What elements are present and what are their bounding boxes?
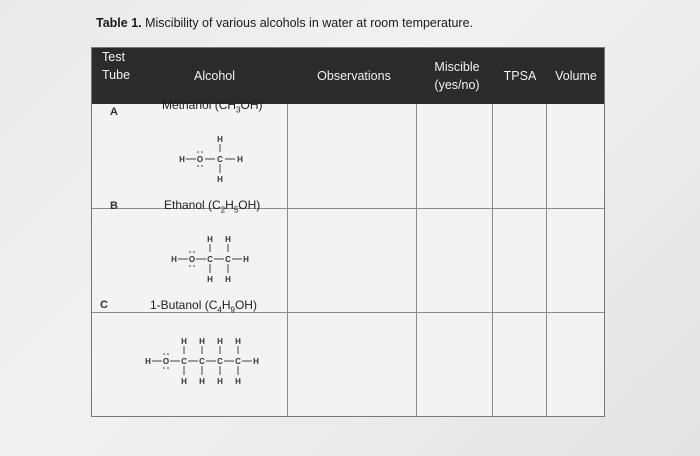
alcohol-name-butanol: 1-Butanol $(C_4H_9OH)$ [150, 298, 257, 315]
atom-h: H [179, 155, 185, 164]
atom-h: H [243, 255, 249, 264]
header-alcohol: Alcohol [194, 69, 235, 83]
alcohol-name-methanol: Methanol $(CH_3OH)$ [162, 98, 263, 115]
alcohol-name-ethanol: Ethanol $(C_2H_5OH)$ [164, 198, 261, 215]
atom-h: H [225, 275, 231, 284]
atom-h: H [199, 377, 205, 386]
caption-text: Miscibility of various alcohols in water at room temperature. [145, 16, 474, 30]
atom-c: C [199, 357, 205, 366]
column-divider [546, 104, 547, 416]
header-miscible [421, 48, 493, 104]
atom-h: H [199, 337, 205, 346]
atom-h: H [235, 377, 241, 386]
table-caption [96, 16, 473, 30]
caption-label: Table 1. [96, 16, 142, 30]
column-divider [492, 104, 493, 416]
atom-c: C [181, 357, 187, 366]
header-tpsa: TPSA [503, 69, 537, 83]
atom-o: O [196, 155, 204, 164]
atom-h: H [207, 235, 213, 244]
atom-h: H [217, 175, 223, 184]
header-miscible-line2: (yes/no) [434, 78, 480, 92]
atom-h: H [225, 235, 231, 244]
atom-o: O [162, 357, 170, 366]
tube-label-c: C [100, 299, 108, 311]
header-observations: Observations [317, 69, 391, 83]
methanol-structure [172, 130, 262, 190]
header-volume: Volume [555, 69, 597, 83]
ethanol-structure [166, 230, 276, 290]
column-divider [287, 104, 288, 416]
butanol-structure [140, 332, 280, 394]
column-divider [416, 104, 417, 416]
atom-h: H [253, 357, 259, 366]
atom-c: C [235, 357, 241, 366]
atom-h: H [181, 337, 187, 346]
atom-c: C [207, 255, 213, 264]
tube-label-a: A [110, 106, 118, 118]
atom-h: H [237, 155, 243, 164]
atom-h: H [217, 135, 223, 144]
atom-o: O [188, 255, 196, 264]
atom-h: H [207, 275, 213, 284]
miscibility-table [91, 47, 605, 417]
header-tube-line1: Test [102, 50, 125, 64]
header-tube-line2: Tube [102, 68, 131, 82]
atom-h: H [217, 377, 223, 386]
tube-label-b: B [110, 200, 118, 212]
atom-h: H [181, 377, 187, 386]
header-test-tube [92, 48, 142, 104]
table-header [92, 48, 604, 104]
header-miscible-line1: Miscible [434, 60, 480, 74]
atom-h: H [171, 255, 177, 264]
atom-h: H [145, 357, 151, 366]
atom-h: H [217, 337, 223, 346]
atom-c: C [225, 255, 231, 264]
atom-h: H [235, 337, 241, 346]
atom-c: C [217, 155, 223, 164]
atom-c: C [217, 357, 223, 366]
